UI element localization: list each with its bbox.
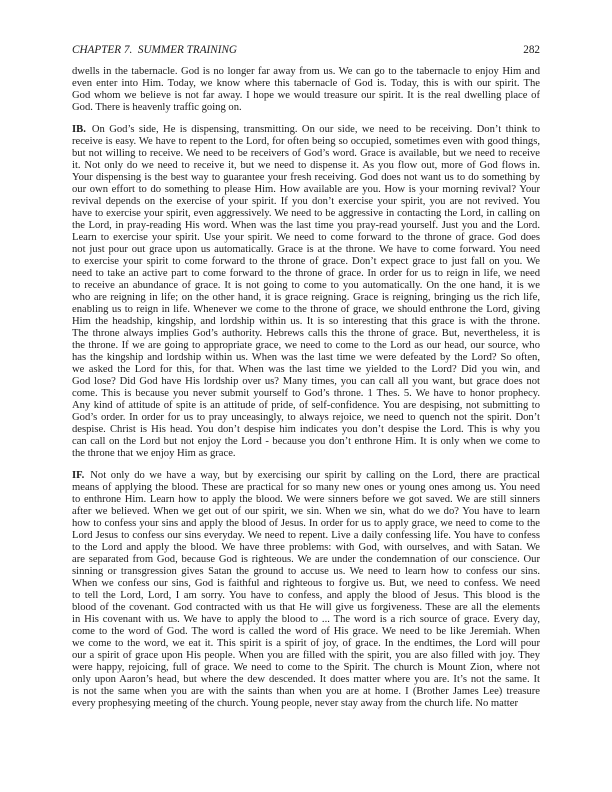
line-text: we asked the Lord for this, for that. When was the last time we yielded to the Lord? Did you win, and [72, 364, 540, 375]
line-text: has the kingship and lordship within us. When was the last time we were defeated by the Lord? So often, [72, 352, 540, 363]
text-line [72, 328, 540, 340]
text-line [72, 220, 540, 232]
paragraph [72, 66, 540, 114]
section-label: IB. [72, 124, 86, 135]
text-line [72, 172, 540, 184]
chapter-title: CHAPTER 7. SUMMER TRAINING [72, 44, 237, 56]
text-line [72, 614, 540, 626]
line-text: our own effort to do something to please Him. How available are you. How is your morning revival? Your [72, 184, 540, 195]
text-line [72, 364, 540, 376]
text-line [72, 256, 540, 268]
text-line [72, 376, 540, 388]
page-number: 282 [523, 44, 540, 56]
line-text: When we confess our sins, God is faithful and righteous to forgive us. But, we need to confess. We need [72, 578, 540, 589]
text-line [72, 90, 540, 102]
line-text: every prophesying meeting of the church. Young people, never stay away from the church life. No matter [72, 698, 518, 709]
line-text: Any kind of attitude of spite is an attitude of pride, of self-confidence. You are despising, not submitting to [72, 400, 540, 411]
text-line [72, 208, 540, 220]
line-text: to enthrone Him. Learn how to apply the blood. We were sinners before we got saved. We are still sinners [72, 494, 540, 505]
text-line [72, 160, 540, 172]
text-line [72, 340, 540, 352]
text-line [72, 602, 540, 614]
line-text: Learn to exercise your spirit. Use your spirit. We need to come forward to the throne of grace. God does [72, 232, 540, 243]
line-text: God lose? Did God have His lordship over us? Many times, you can call all you want, but grace does not [72, 376, 540, 387]
line-text: The throne always implies God’s authority. Hebrews calls this the throne of grace. But, nevertheless, it is [72, 328, 540, 339]
running-header [72, 44, 540, 58]
text-line [72, 530, 540, 542]
line-text: the Lord, in pray-reading His word. When was the last time you pray-read yourself. Just you and the Lord. [72, 220, 540, 231]
line-text: means of applying the blood. These are practical for so many new ones or young ones among us. You need [72, 482, 540, 493]
line-text: receive is easy. We have to repent to the Lord, for often being so occupied, sometimes even with good things, [72, 136, 540, 147]
text-line [72, 578, 540, 590]
line-text: to receive an abundance of grace. It is not going to come to you automatically. On the one hand, it is we [72, 280, 540, 291]
line-text: On God’s side, He is dispensing, transmitting. On our side, we need to be receiving. Don’t think to [91, 124, 540, 135]
text-line [72, 352, 540, 364]
text-line [72, 400, 540, 412]
line-text: Lord Jesus to confess our sins everyday. We need to repent. Live a daily confessing life. You have to confess [72, 530, 540, 541]
text-line [72, 638, 540, 650]
text-line [72, 244, 540, 256]
line-text: dwells in the tabernacle. God is no longer far away from us. We can go to the tabernacle to enjoy Him and [72, 66, 540, 77]
text-line [72, 102, 540, 114]
text-line [72, 232, 540, 244]
text-line [72, 650, 540, 662]
line-text: enabling us to reign in life. Whenever we come to the throne of grace, we should enthrone the Lord, giving [72, 304, 540, 315]
line-text: revival depends on the exercise of your spirit. If you don’t exercise your spirit, you are not revived. You [72, 196, 540, 207]
line-text: to the Lord and apply the blood. We have three problems: with God, with ourselves, and with Satan. We [72, 542, 540, 553]
line-text: not just pour out grace upon us automatically. Grace is at the throne. We have to come forward. You need [72, 244, 540, 255]
text-line [72, 292, 540, 304]
text-line [72, 436, 540, 448]
text-line [72, 470, 540, 482]
text-line [72, 136, 540, 148]
text-line [72, 316, 540, 328]
line-text: to tell the Lord, Lord, I am sorry. You have to confess, and apply the blood of Jesus. This blood is the [72, 590, 540, 601]
line-text: in His covenant with us. We have to apply the blood to ... The word is a rich source of grace. Every day, [72, 614, 540, 625]
line-text: are separated from God, because God is righteous. We are under the condemnation of our conscience. Our [72, 554, 540, 565]
line-text: to exercise your spirit to come forward to the throne of grace. Don’t expect grace to just fall on you. We [72, 256, 540, 267]
text-line [72, 304, 540, 316]
text-line [72, 184, 540, 196]
line-text: blood of the covenant. God contracted with us that He will give us forgiveness. These are all the elements [72, 602, 540, 613]
line-text: the throne that we enjoy Him as grace. [72, 448, 236, 459]
line-text: who are reigning in life; on the other hand, it is grace reigning. Grace is reigning, bringing us the rich life, [72, 292, 540, 303]
line-text: come to the word of God. The word is called the word of His grace. We need to be like Jeremiah. When [72, 626, 540, 637]
line-text: only upon Aaron’s head, but where the dew descended. It does matter where you are. It’s not the same. It [72, 674, 540, 685]
paragraph [72, 124, 540, 460]
line-text: but not willing to receive. We need to be receivers of God’s word. Grace is available, but we need to receive [72, 148, 540, 159]
text-line [72, 412, 540, 424]
text-line [72, 590, 540, 602]
section-label: IF. [72, 470, 85, 481]
text-line [72, 686, 540, 698]
text-line [72, 566, 540, 578]
text-line [72, 448, 540, 460]
text-line [72, 662, 540, 674]
text-line [72, 78, 540, 90]
line-text: it. Not only do we need to receive it, but we need to dispense it. As you flow out, more of God flows in. [72, 160, 540, 171]
text-line [72, 148, 540, 160]
text-line [72, 494, 540, 506]
text-line [72, 542, 540, 554]
line-text: can call on the Lord but not enjoy the Lord - because you don’t enthrone Him. It is only when we come to [72, 436, 540, 447]
line-text: even enter into Him. Today, we know where this tabernacle of God is. Today, this is with our spirit. The [72, 78, 540, 89]
line-text: we come to the word, we eat it. This spirit is a spirit of joy, of grace. In the endtimes, the Lord will pour [72, 638, 540, 649]
text-line [72, 196, 540, 208]
text-line [72, 518, 540, 530]
text-line [72, 554, 540, 566]
page-body [72, 66, 540, 720]
line-text: God’s order. In order for us to pray unceasingly, to always rejoice, we need to quench not the spirit. Don’t [72, 412, 540, 423]
text-line [72, 268, 540, 280]
text-line [72, 674, 540, 686]
line-text: after we believed. When we get out of our spirit, we sin. When we sin, what do we do? You have to learn [72, 506, 540, 517]
text-line [72, 506, 540, 518]
text-line [72, 482, 540, 494]
line-text: Not only do we have a way, but by exercising our spirit by calling on the Lord, there are practical [90, 470, 540, 481]
line-text: the throne. If we are going to appropriate grace, we need to come to the Lord as our head, our source, who [72, 340, 540, 351]
text-line [72, 626, 540, 638]
paragraph [72, 470, 540, 710]
line-text: were happy, rejoicing, full of grace. We need to come to the Spirit. The church is Mount Zion, where not [72, 662, 540, 673]
text-line [72, 698, 540, 710]
line-text: Him the headship, kingship, and lordship within us. It is so interesting that this grace is with the throne. [72, 316, 540, 327]
text-line [72, 388, 540, 400]
line-text: is not the same when you are with the saints than when you are at home. I (Brother James Lee) treasure [72, 686, 540, 697]
line-text: come. This is because you never submit yourself to God’s throne. 1 Thes. 5. We have to honor prophecy. [72, 388, 540, 399]
line-text: God. There is heavenly traffic going on. [72, 102, 242, 113]
text-line [72, 424, 540, 436]
line-text: sinning or transgression gives Satan the ground to accuse us. We need to learn how to confess our sins. [72, 566, 540, 577]
line-text: God whom we believe is not far away. I hope we would treasure our spirit. It is the real dwelling place of [72, 90, 540, 101]
line-text: need to take an active part to come forward to the throne of grace. In order for us to reign in life, we need [72, 268, 540, 279]
line-text: Your dispensing is the best way to guarantee your fresh receiving. God does not want us to do something by [72, 172, 540, 183]
line-text: despise. Christ is His head. You don’t despise him indicates you don’t despise the Lord. This is why you [72, 424, 540, 435]
text-line [72, 124, 540, 136]
text-line [72, 280, 540, 292]
line-text: our a spirit of grace upon His people. When you are filled with the spirit, you are also filled with joy. They [72, 650, 540, 661]
line-text: how to confess your sins and apply the blood of Jesus. In order for us to apply grace, we need to come to the [72, 518, 540, 529]
text-line [72, 66, 540, 78]
line-text: have to exercise your spirit, even aggressively. We need to be aggressive in contacting the Lord, in calling on [72, 208, 540, 219]
